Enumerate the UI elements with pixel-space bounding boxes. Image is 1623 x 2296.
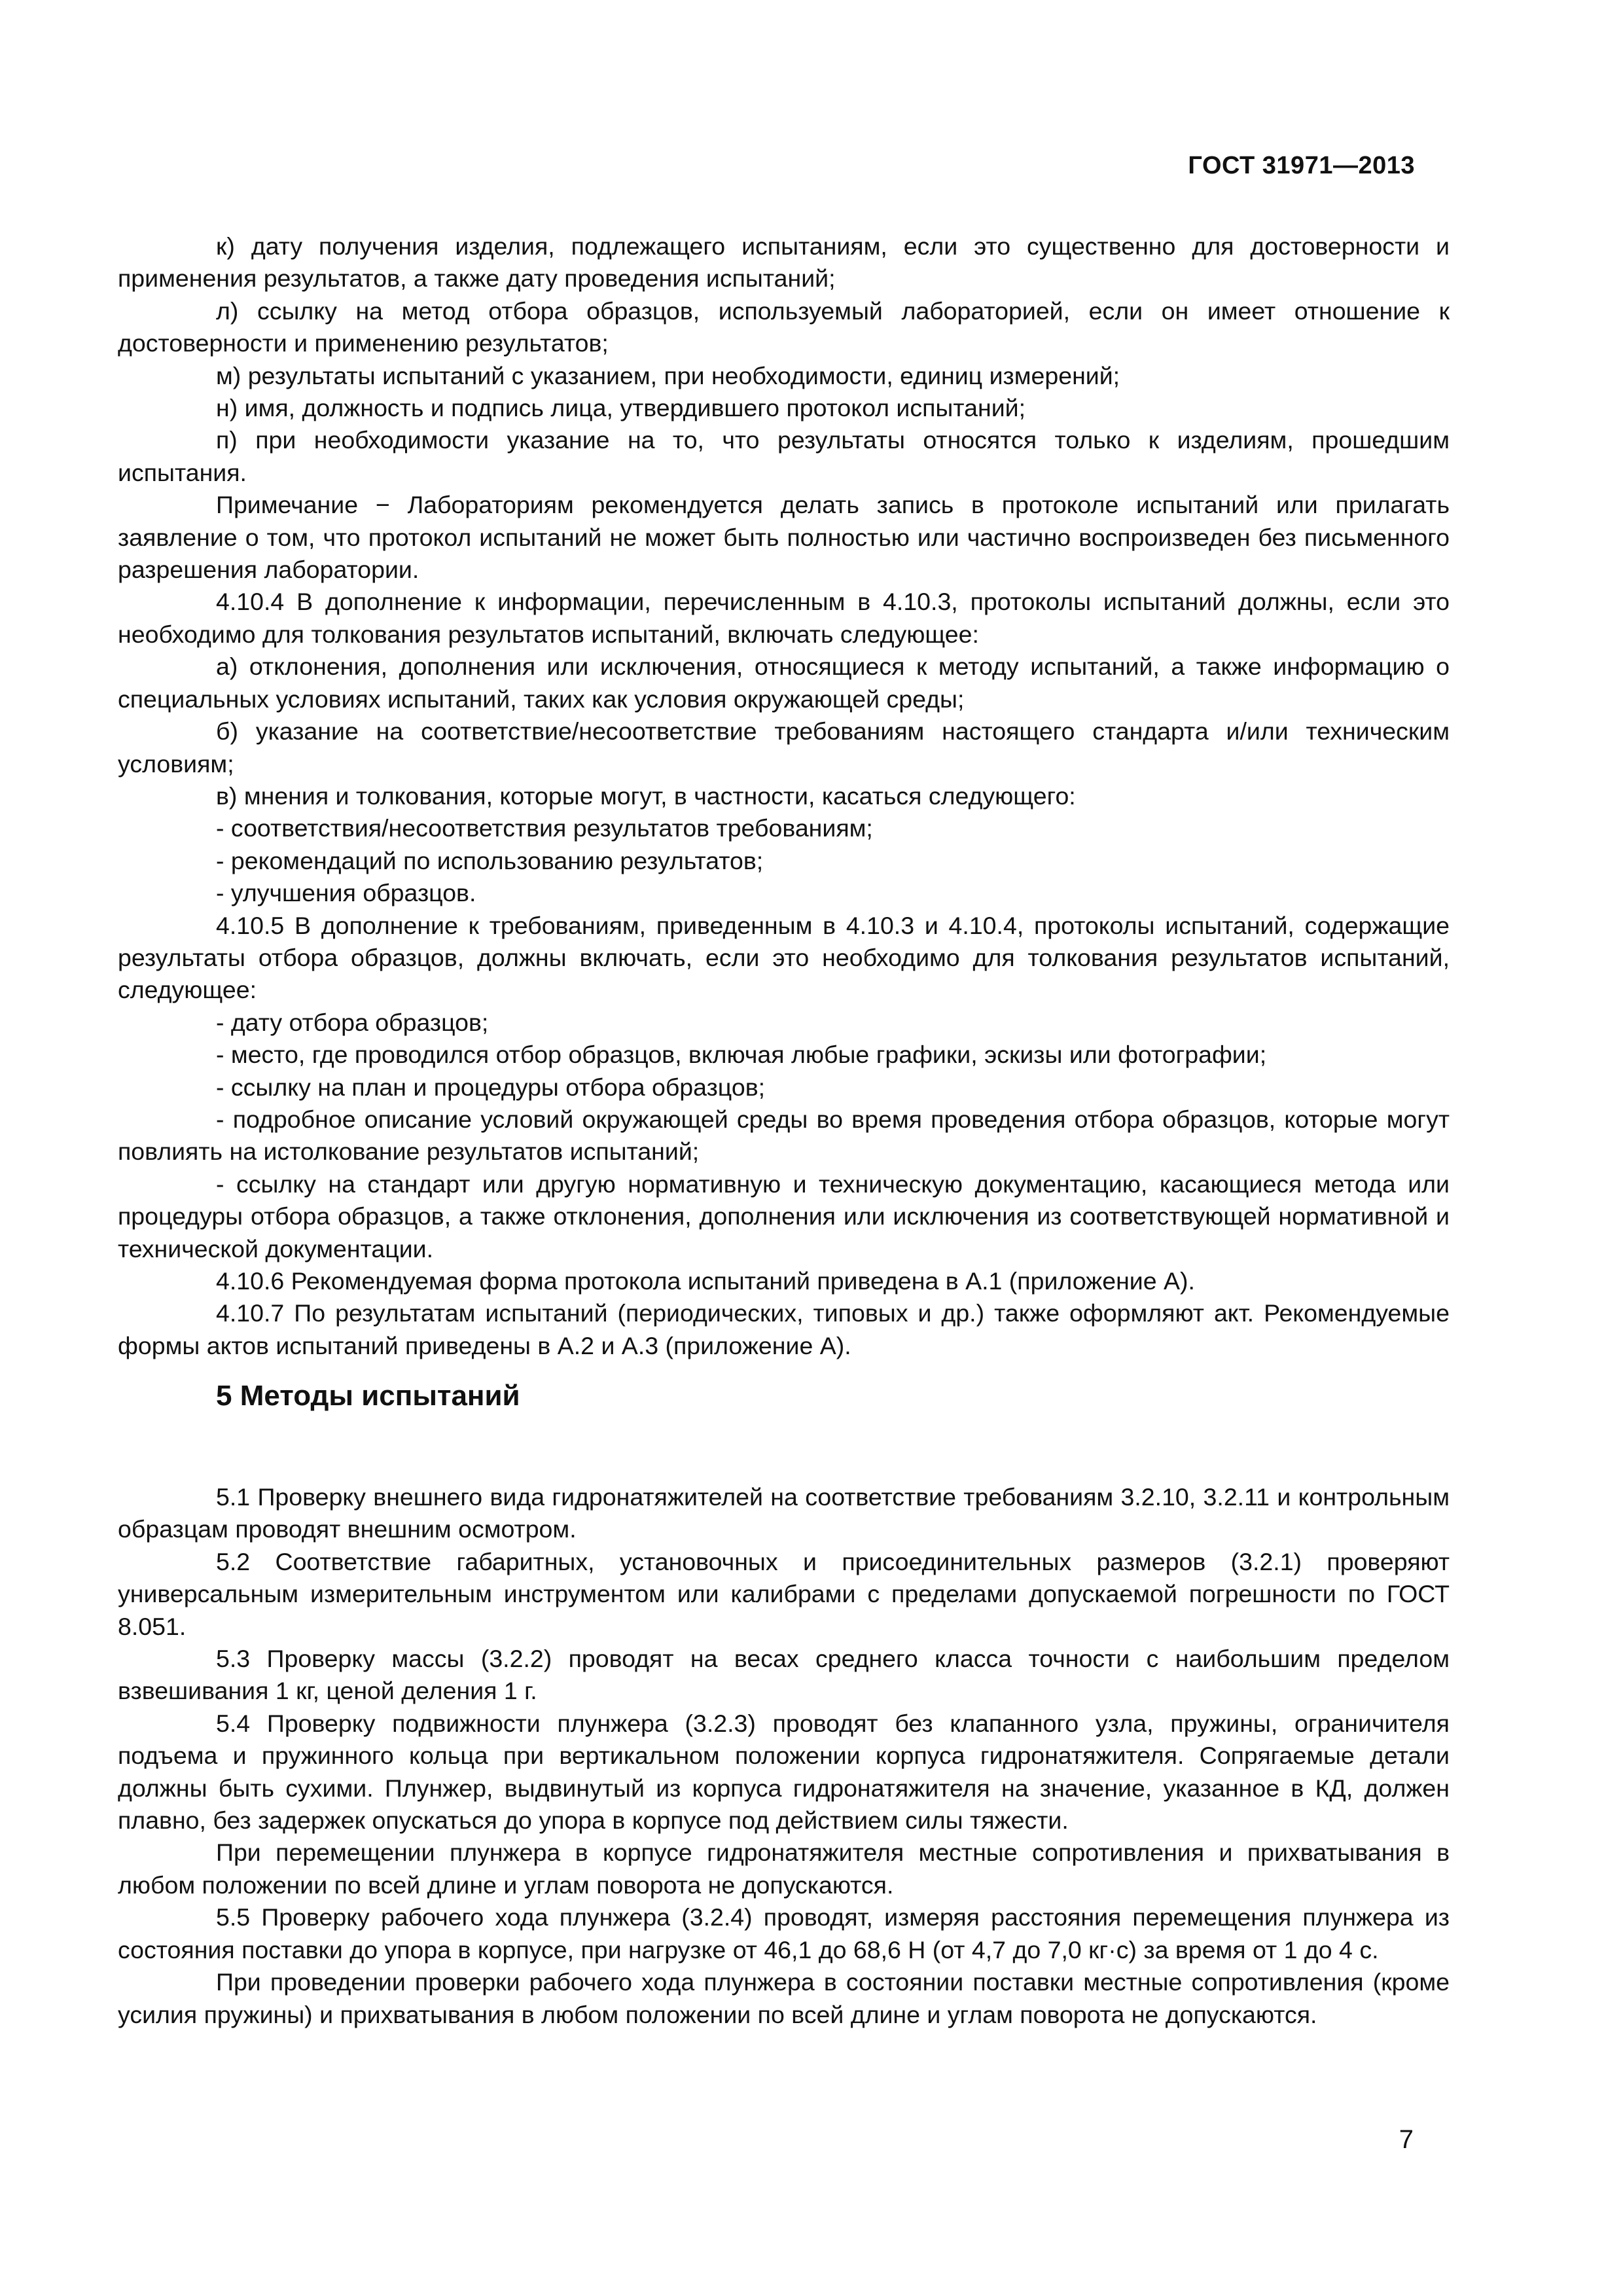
text-block-continued-requirements: [118, 230, 1450, 1362]
clause-5-5-continued: При проведении проверки рабочего хода плунжера в состоянии поставки местные сопротивления (кроме усилия пружины) и прихватывания в любом положении по всей длине и углам поворота не допускаются.: [118, 1968, 1450, 2028]
clause-4-10-6: 4.10.6 Рекомендуемая форма протокола испытаний приведена в А.1 (приложение А).: [216, 1267, 1195, 1295]
section-heading: 5 Методы испытаний: [216, 1380, 520, 1412]
dash-item: - место, где проводился отбор образцов, включая любые графики, эскизы или фотографии;: [216, 1041, 1267, 1069]
clause-4-10-4: 4.10.4 В дополнение к информации, перечисленным в 4.10.3, протоколы испытаний должны, если это необходимо для толкования результатов испытаний, включать следующее:: [118, 588, 1450, 648]
clause-5-4: 5.4 Проверку подвижности плунжера (3.2.3) проводят без клапанного узла, пружины, ограничителя подъема и пружинного кольца при вертикальном положении корпуса гидронатяжителя. Сопрягаемые детали должны быть сухими. Плунжер, выдвинутый из корпуса гидронатяжителя на значение, указанное в КД, должен плавно, без задержек опускаться до упора в корпусе под действием силы тяжести.: [118, 1709, 1450, 1835]
document-code: ГОСТ 31971—2013: [1188, 152, 1415, 179]
page-number: 7: [1399, 2125, 1414, 2154]
clause-5-1: 5.1 Проверку внешнего вида гидронатяжителей на соответствие требованиям 3.2.10, 3.2.11 и контрольным образцам проводят внешним осмотром.: [118, 1483, 1450, 1543]
text-block-test-methods: [118, 1481, 1450, 2031]
clause-5-2: 5.2 Соответствие габаритных, установочных и присоединительных размеров (3.2.1) проверяют универсальным измерительным инструментом или калибрами с пределами допускаемой погрешности по ГОСТ 8.051.: [118, 1547, 1450, 1640]
clause-4-10-5: 4.10.5 В дополнение к требованиям, приведенным в 4.10.3 и 4.10.4, протоколы испытаний, содержащие результаты отбора образцов, должны включать, если это необходимо для толкования результатов испытаний, следующее:: [118, 911, 1450, 1004]
clause-5-5: 5.5 Проверку рабочего хода плунжера (3.2.4) проводят, измеряя расстояния перемещения плунжера из состояния поставки до упора в корпусе, при нагрузке от 46,1 до 68,6 Н (от 4,7 до 7,0 кг·с) за время от 1 до 4 с.: [118, 1903, 1450, 1964]
dash-item: - ссылку на план и процедуры отбора образцов;: [216, 1073, 766, 1101]
list-item-k: к) дату получения изделия, подлежащего испытаниям, если это существенно для достоверности и применения результатов, а также дату проведения испытаний;: [118, 232, 1450, 293]
list-item-n: н) имя, должность и подпись лица, утвердившего протокол испытаний;: [216, 394, 1026, 422]
note-paragraph: Примечание − Лабораториям рекомендуется делать запись в протоколе испытаний или прилагать заявление о том, что протокол испытаний не может быть полностью или частично воспроизведен без письменного разрешения лаборатории.: [118, 491, 1450, 584]
dash-item: - подробное описание условий окружающей среды во время проведения отбора образцов, которые могут повлиять на истолкование результатов испытаний;: [118, 1105, 1450, 1166]
list-item-a: а) отклонения, дополнения или исключения, относящиеся к методу испытаний, а также информацию о специальных условиях испытаний, таких как условия окружающей среды;: [118, 653, 1450, 713]
dash-item: - улучшения образцов.: [216, 879, 476, 907]
clause-5-3: 5.3 Проверку массы (3.2.2) проводят на весах среднего класса точности с наибольшим пределом взвешивания 1 кг, ценой деления 1 г.: [118, 1645, 1450, 1705]
list-item-b: б) указание на соответствие/несоответствие требованиям настоящего стандарта и/или техническим условиям;: [118, 717, 1450, 778]
list-item-m: м) результаты испытаний с указанием, при необходимости, единиц измерений;: [216, 361, 1120, 389]
dash-item: - рекомендаций по использованию результатов;: [216, 846, 764, 874]
dash-item: - соответствия/несоответствия результатов требованиям;: [216, 814, 873, 842]
list-item-v: в) мнения и толкования, которые могут, в частности, касаться следующего:: [216, 781, 1076, 810]
dash-item: - дату отбора образцов;: [216, 1008, 489, 1036]
clause-5-4-continued: При перемещении плунжера в корпусе гидронатяжителя местные сопротивления и прихватывания в любом положении по всей длине и углам поворота не допускаются.: [118, 1839, 1450, 1899]
list-item-l: л) ссылку на метод отбора образцов, используемый лабораторией, если он имеет отношение к достоверности и применению результатов;: [118, 296, 1450, 357]
dash-item: - ссылку на стандарт или другую нормативную и техническую документацию, касающиеся метода или процедуры отбора образцов, а также отклонения, дополнения или исключения из соответствующей нормативной и технической документации.: [118, 1170, 1450, 1263]
clause-4-10-7: 4.10.7 По результатам испытаний (периодических, типовых и др.) также оформляют акт. Рекомендуемые формы актов испытаний приведены в А.2 и А.3 (приложение А).: [118, 1299, 1450, 1359]
list-item-p: п) при необходимости указание на то, что результаты относятся только к изделиям, прошедшим испытания.: [118, 426, 1450, 486]
